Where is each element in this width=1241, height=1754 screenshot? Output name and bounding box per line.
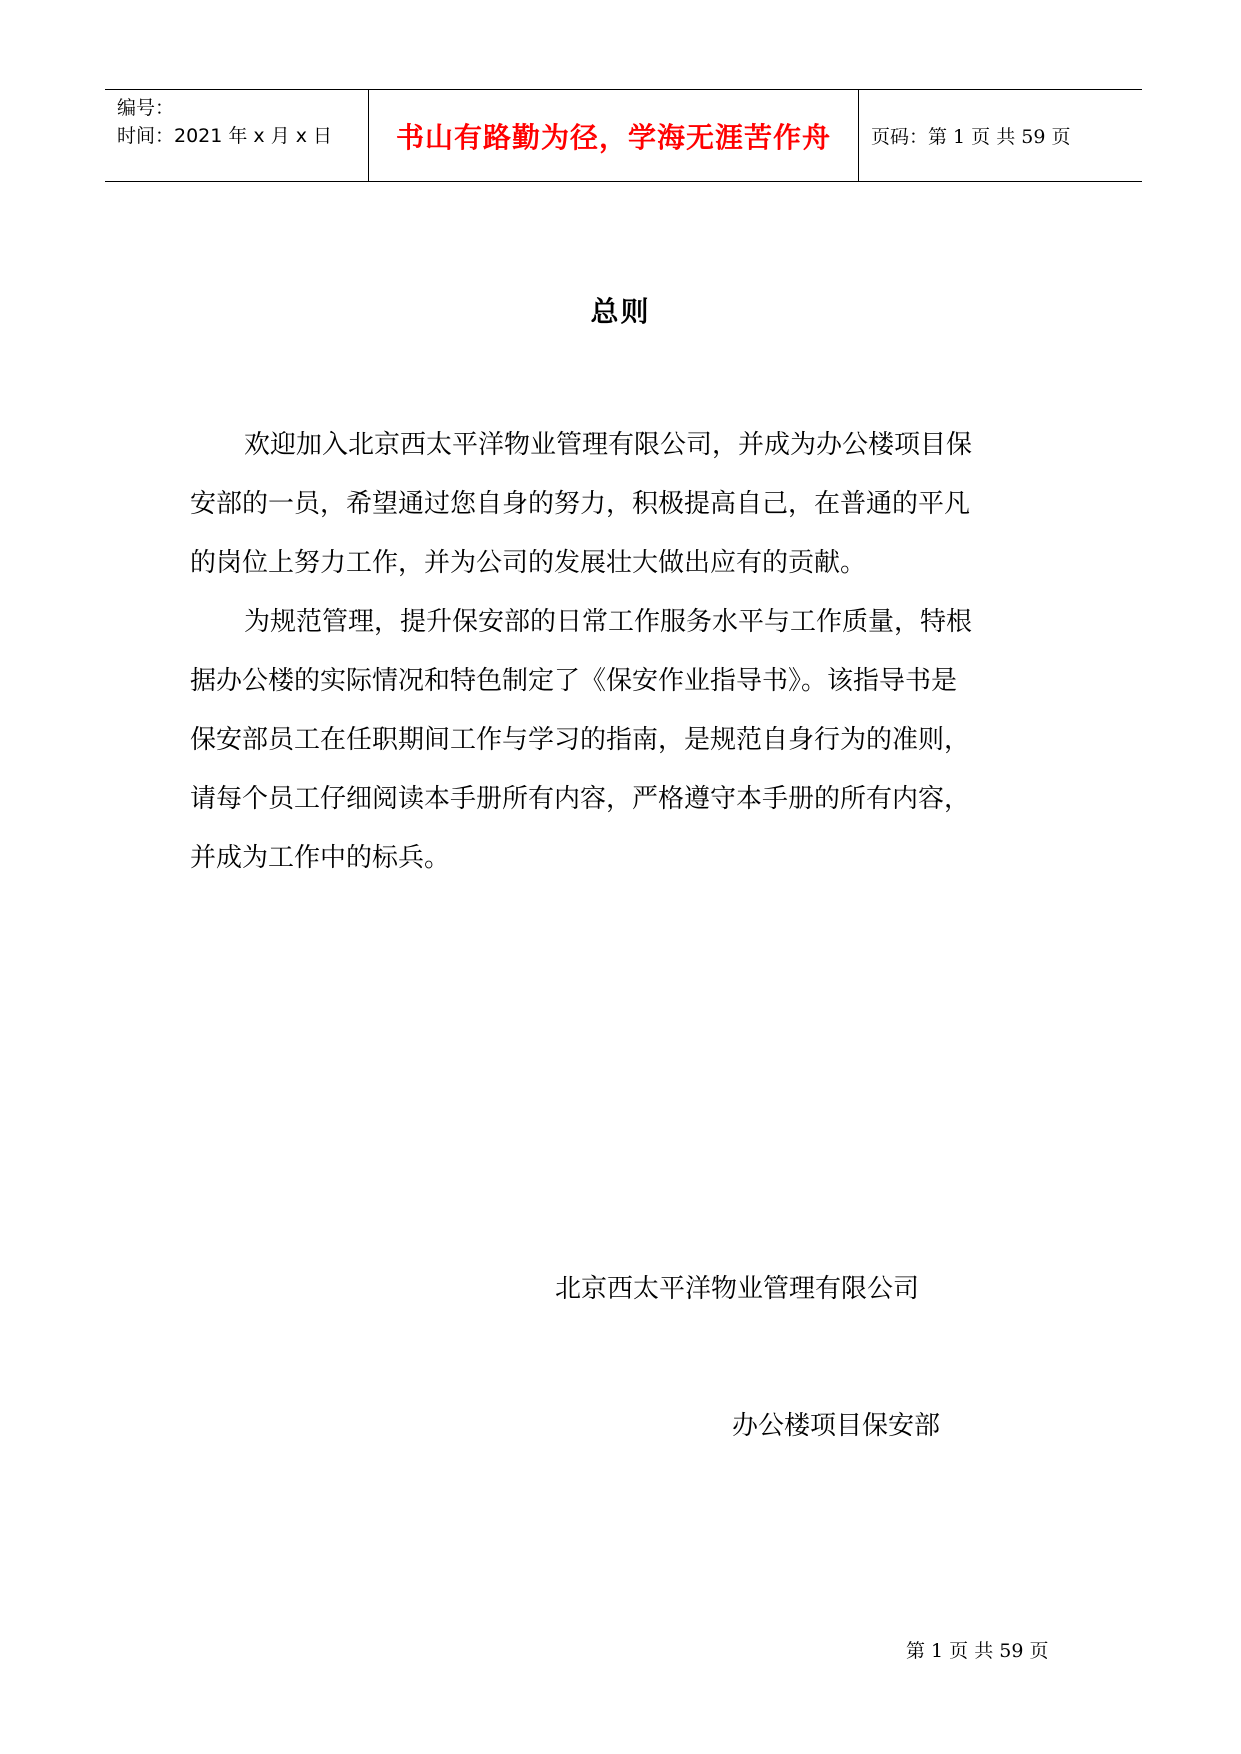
paragraph [190, 416, 1070, 593]
signature-company: 北京西太平洋物业管理有限公司 [555, 1274, 920, 1304]
document-title: 总则 [590, 295, 651, 328]
paragraph-line: 保安部员工在任职期间工作与学习的指南，是规范自身行为的准则， [190, 725, 971, 755]
header-motto: 书山有路勤为径，学海无涯苦作舟 [369, 90, 859, 181]
header-meta [105, 90, 369, 181]
paragraph-line: 的岗位上努力工作，并为公司的发展壮大做出应有的贡献。 [190, 548, 867, 578]
header-number-label: 编号： [117, 97, 175, 119]
page-footer: 第 1 页 共 59 页 [906, 1640, 1049, 1662]
paragraph-line: 欢迎加入北京西太平洋物业管理有限公司，并成为办公楼项目保 [244, 430, 973, 460]
paragraph-line: 为规范管理，提升保安部的日常工作服务水平与工作质量，特根 [244, 607, 973, 637]
paragraph-line: 请每个员工仔细阅读本手册所有内容，严格遵守本手册的所有内容， [190, 784, 971, 814]
document-header [105, 89, 1142, 182]
paragraph [190, 593, 1070, 888]
paragraph-line: 并成为工作中的标兵。 [190, 843, 451, 873]
document-body [190, 416, 1070, 888]
paragraph-line: 安部的一员，希望通过您自身的努力，积极提高自己，在普通的平凡 [190, 489, 971, 519]
paragraph-line: 据办公楼的实际情况和特色制定了《保安作业指导书》。该指导书是 [190, 666, 958, 696]
header-page-label: 页码：第 1 页 共 59 页 [871, 126, 1071, 148]
header-time-label: 时间：2021 年 x 月 x 日 [117, 125, 333, 147]
signature-department: 办公楼项目保安部 [732, 1411, 941, 1441]
